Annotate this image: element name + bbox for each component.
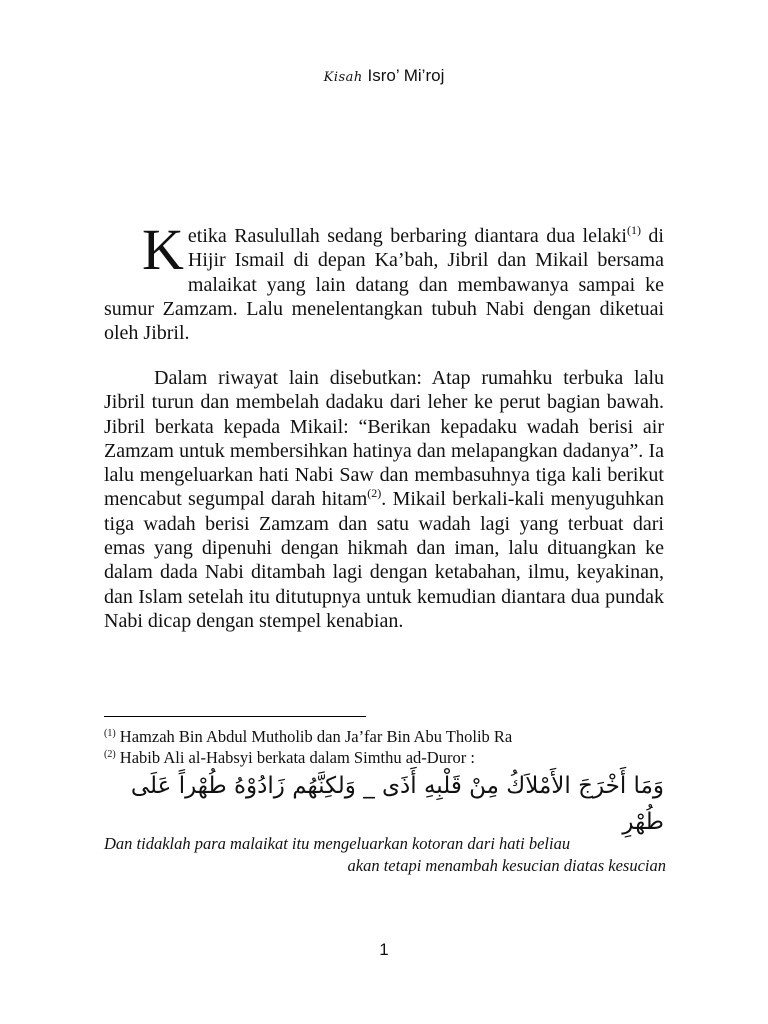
paragraph-1: [104, 217, 664, 345]
footnote-divider: [104, 716, 366, 717]
footnote-ref-1: (1): [626, 223, 641, 237]
paragraph-2-text-b: . Mikail berkali-kali menyuguhkan tiga wadah berisi Zamzam dan satu wadah lagi yang terbuat dari emas yang dipenuhi dengan hikmah dan iman, lalu dituangkan ke dalam dada Nabi ditambah lagi dengan ketabahan, ilmu, keyakinan, dan Islam setelah itu ditutupnya untuk kemudian diantara dua pundak Nabi dicap dengan stempel kenabian.: [104, 488, 664, 632]
page-number: 1: [379, 940, 389, 959]
footnote-1: [104, 727, 664, 747]
footnote-1-text: Hamzah Bin Abdul Mutholib dan Ja’far Bin Abu Tholib Ra: [119, 727, 513, 746]
translation-line-1: Dan tidaklah para malaikat itu mengeluarkan kotoran dari hati beliau: [104, 834, 571, 853]
paragraph-1-text-a: etika Rasulullah sedang berbaring diantara dua lelaki: [187, 225, 627, 247]
footnote-2: [104, 748, 664, 768]
running-header: [0, 66, 768, 86]
arabic-verse: وَمَا أَخْرَجَ الأَمْلاَكُ مِنْ قَلْبِهِ أَذَى _ وَلكِنَّهُم زَادُوْهُ طُهْراً عَلَى طُهْرِ: [130, 773, 664, 835]
header-kisah: Kisah: [323, 70, 363, 85]
translation-line-2: akan tetapi menambah kesucian diatas kesucian: [347, 856, 666, 875]
drop-cap: K: [142, 217, 184, 282]
footnote-2-text: Habib Ali al-Habsyi berkata dalam Simthu ad-Duror :: [119, 748, 475, 767]
header-title: Isro’ Mi’roj: [367, 66, 445, 85]
paragraph-2-text-a: Dalam riwayat lain disebutkan: Atap rumahku terbuka lalu Jibril turun dan membelah dadaku dari leher ke perut bagian bawah. Jibril berkata kepada Mikail: “Berikan kepadaku wadah berisi air Zamzam untuk membersihkan hatinya dan melapangkan dadanya”. Ia lalu mengeluarkan hati Nabi Saw dan membasuhnya tiga kali berikut mencabut segumpal darah hitam: [104, 367, 664, 511]
paragraph-1-text-b: di Hijir Ismail di depan Ka’bah, Jibril dan Mikail bersama malaikat yang lain datang dan membawanya sampai ke sumur Zamzam. Lalu menelentangkan tubuh Nabi dengan diketuai oleh Jibril.: [104, 225, 664, 345]
paragraph-2: [104, 366, 664, 633]
footnote-ref-2: (2): [367, 486, 382, 501]
footnote-1-mark: (1): [104, 728, 116, 739]
footnote-2-mark: (2): [104, 749, 116, 760]
verse-translation: [104, 833, 666, 877]
